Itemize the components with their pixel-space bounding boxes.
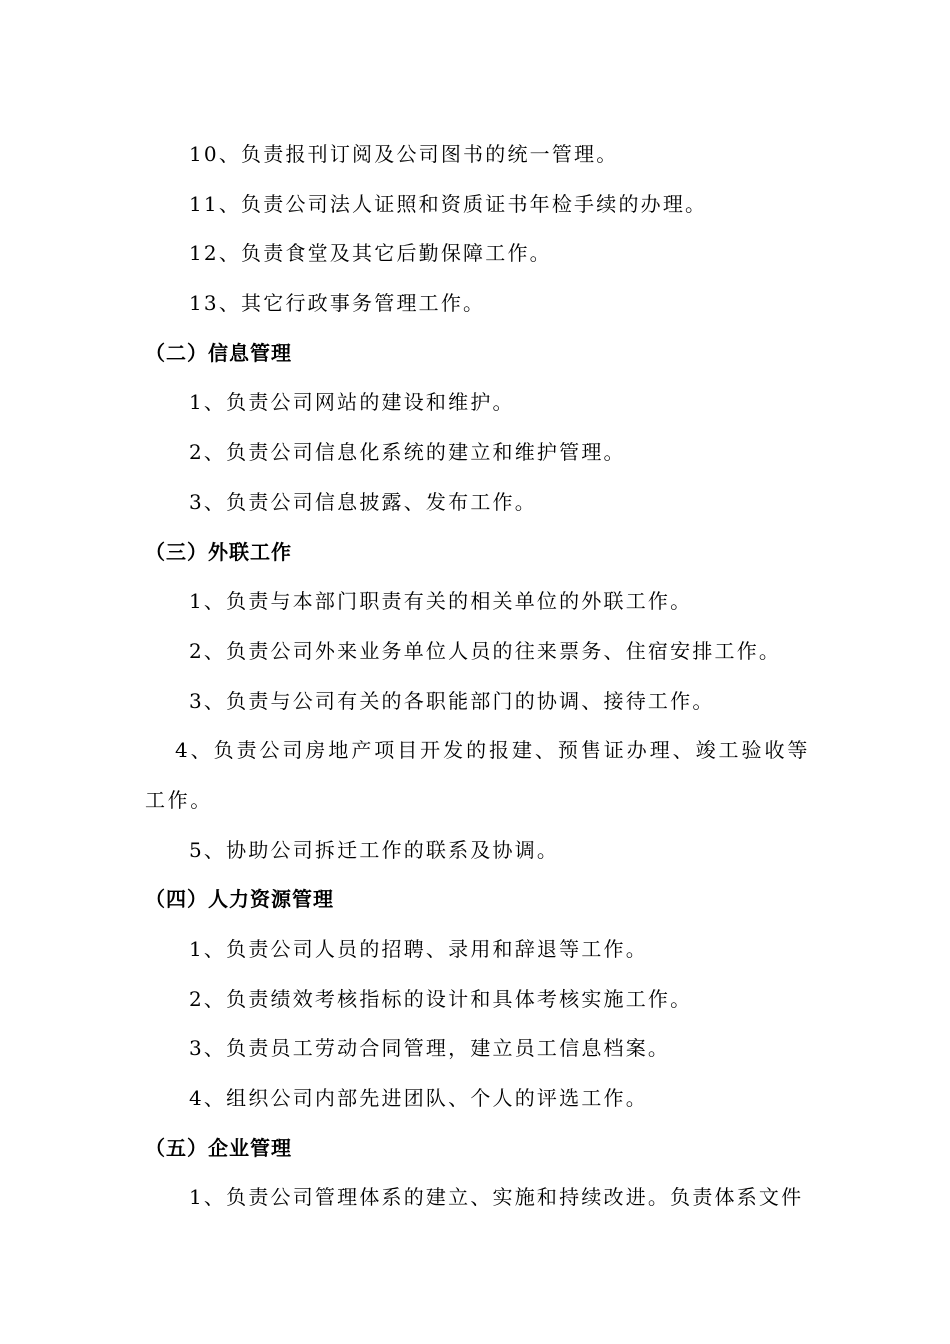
section-heading-human-resources: （四）人力资源管理: [145, 887, 334, 912]
list-item: 4、组织公司内部先进团队、个人的评选工作。: [189, 1086, 648, 1111]
section-heading-enterprise-management: （五）企业管理: [145, 1135, 292, 1160]
list-item: 3、负责与公司有关的各职能部门的协调、接待工作。: [189, 688, 715, 713]
list-item: 11、负责公司法人证照和资质证书年检手续的办理。: [189, 191, 708, 216]
section-heading-external-relations: （三）外联工作: [145, 539, 292, 564]
list-item: 3、负责公司信息披露、发布工作。: [189, 489, 537, 514]
section-heading-info-management: （二）信息管理: [145, 340, 292, 365]
list-item: 1、负责与本部门职责有关的相关单位的外联工作。: [189, 589, 693, 614]
list-item: 2、负责绩效考核指标的设计和具体考核实施工作。: [189, 986, 693, 1011]
list-item: 3、负责员工劳动合同管理，建立员工信息档案。: [189, 1036, 671, 1061]
document-body: [145, 130, 810, 1223]
list-item: 4、负责公司房地产项目开发的报建、预售证办理、竣工验收等工作。: [145, 738, 810, 812]
list-item: 5、协助公司拆迁工作的联系及协调。: [189, 837, 560, 862]
list-item: 2、负责公司外来业务单位人员的往来票务、住宿安排工作。: [189, 638, 782, 663]
list-item: 2、负责公司信息化系统的建立和维护管理。: [189, 440, 626, 465]
list-item: 13、其它行政事务管理工作。: [189, 291, 486, 316]
list-item: 1、负责公司网站的建设和维护。: [189, 390, 515, 415]
list-item: 12、负责食堂及其它后勤保障工作。: [189, 241, 552, 266]
list-item: 1、负责公司管理体系的建立、实施和持续改进。负责体系文件: [189, 1185, 804, 1210]
list-item: 1、负责公司人员的招聘、录用和辞退等工作。: [189, 937, 648, 962]
list-item: 10、负责报刊订阅及公司图书的统一管理。: [189, 142, 619, 166]
